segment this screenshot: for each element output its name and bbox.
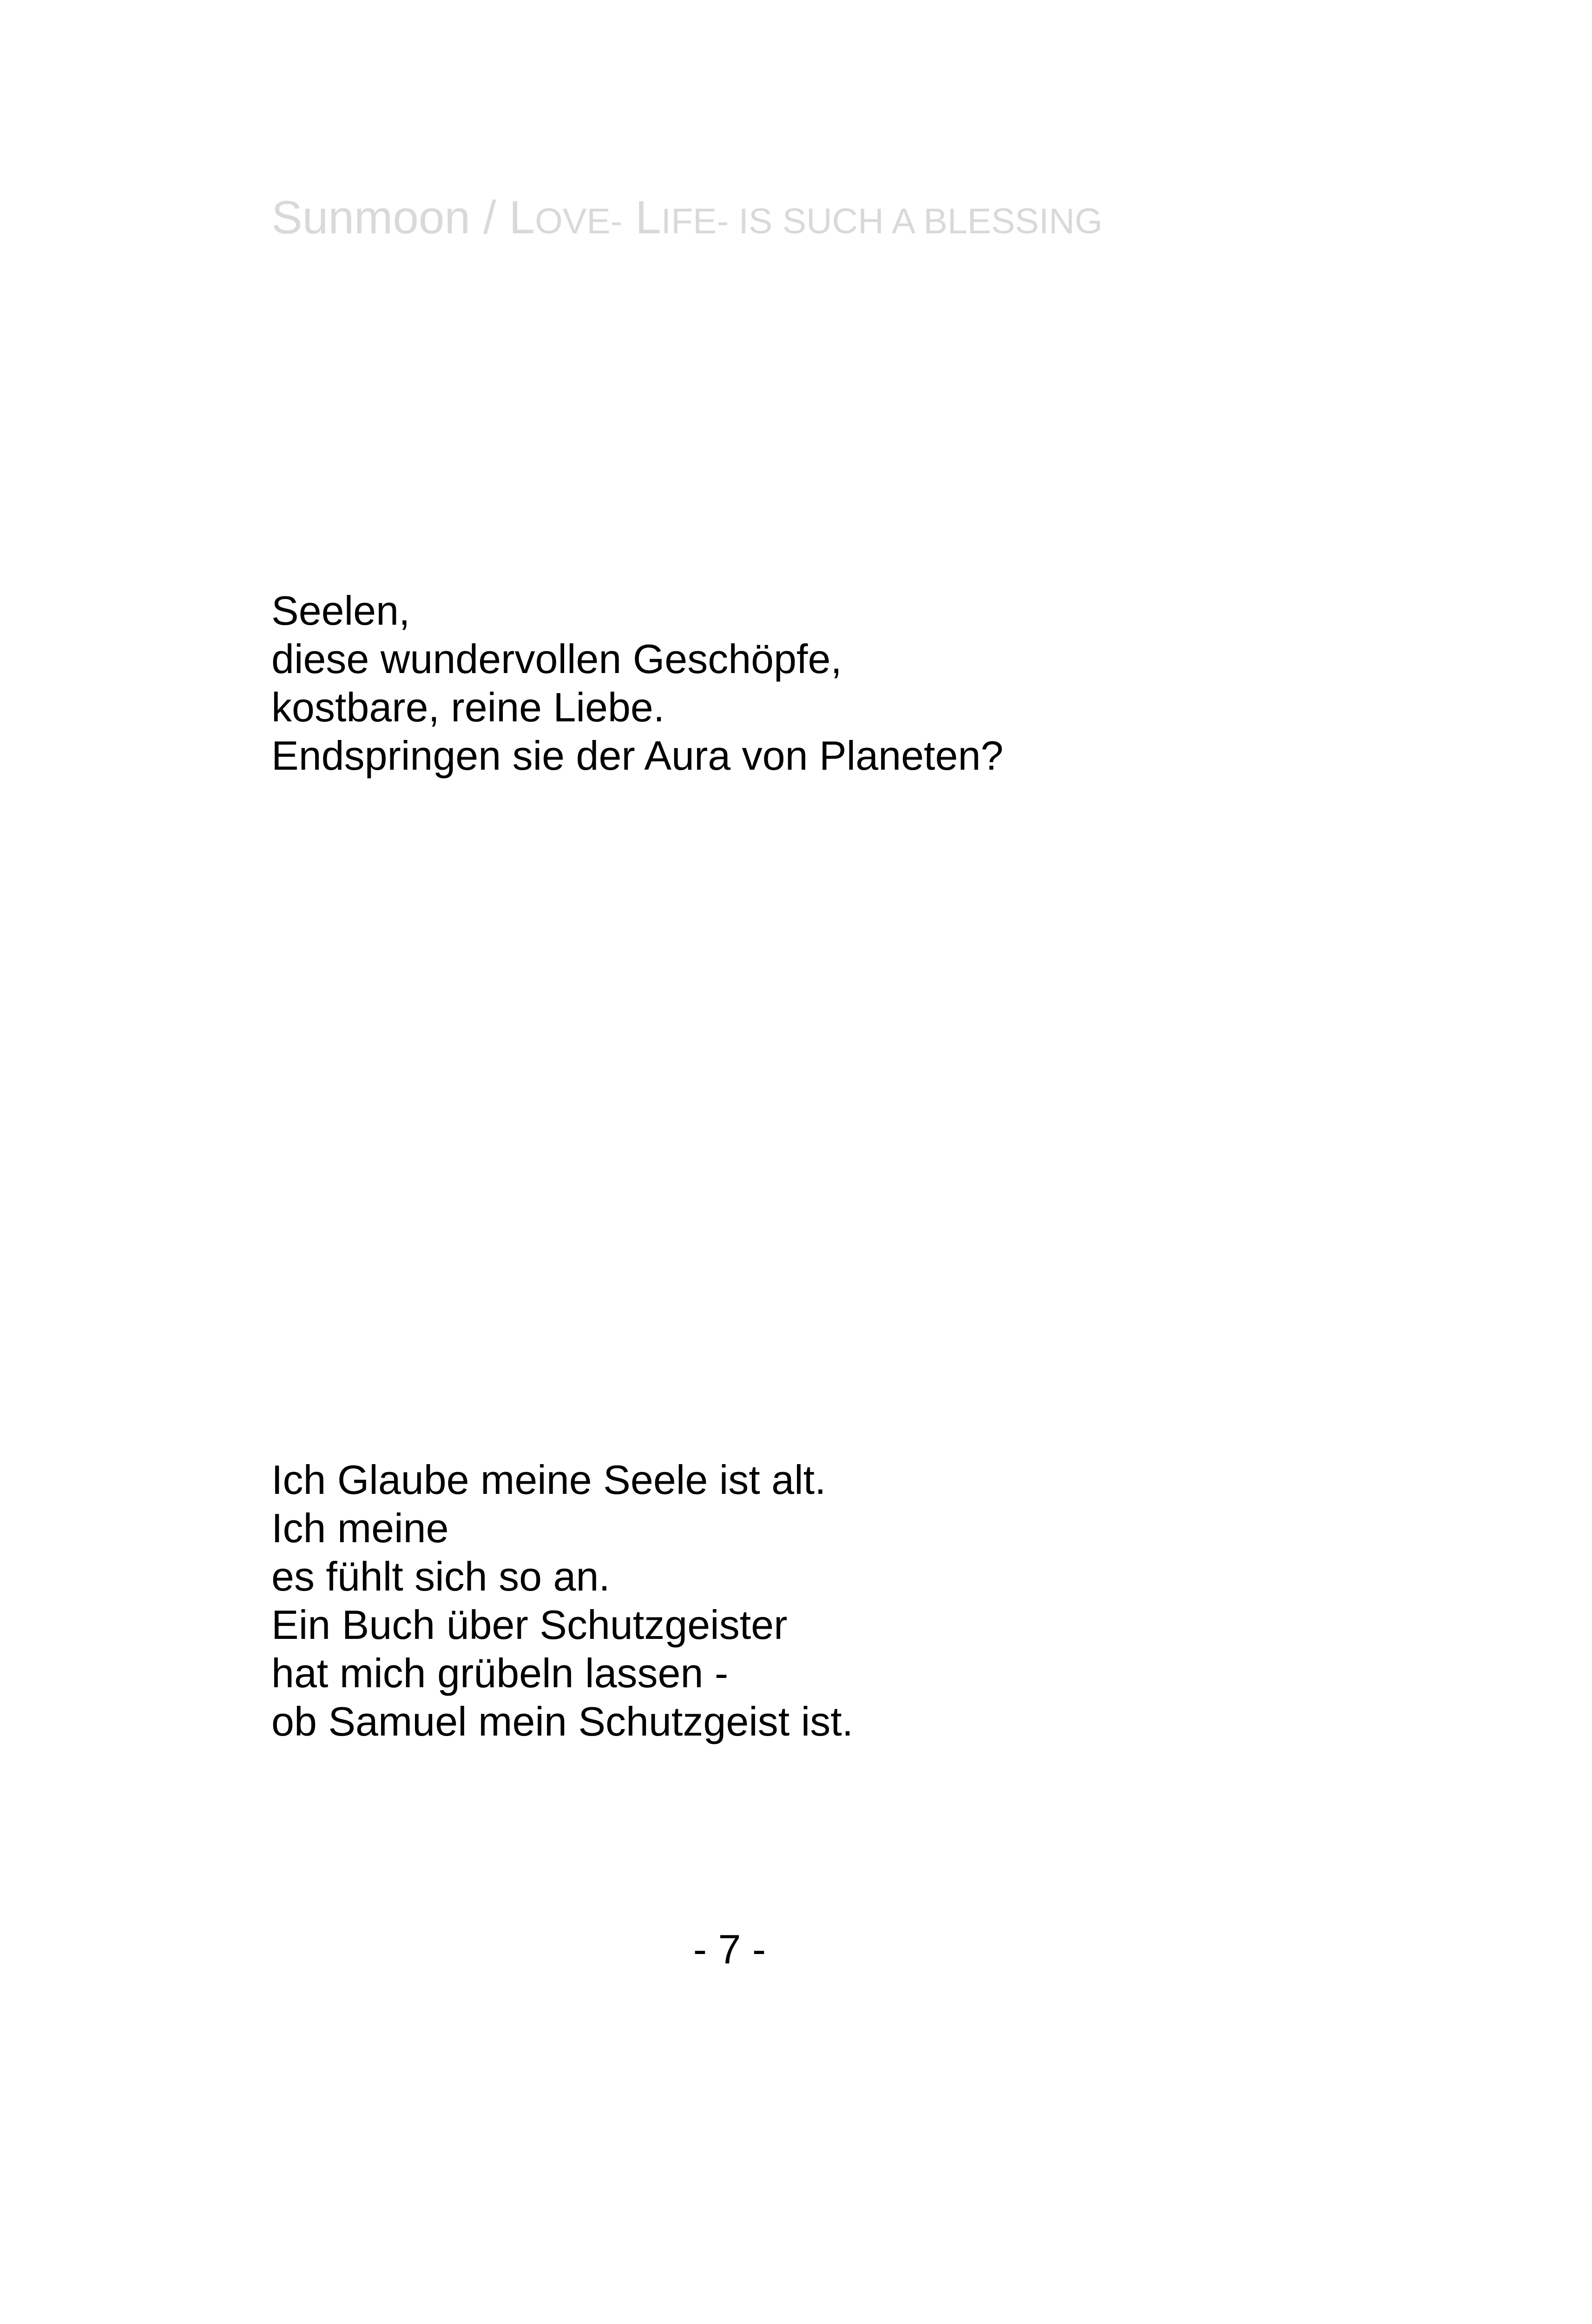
header-title-initial: L: [509, 191, 535, 244]
poem-line: Endspringen sie der Aura von Planeten?: [271, 733, 1004, 779]
poem-line: hat mich grübeln lassen -: [271, 1650, 729, 1696]
header-title: [509, 191, 1102, 244]
poem-stanza-1: [271, 587, 1003, 780]
poem-line: Ich meine: [271, 1505, 449, 1551]
poem-line: ob Samuel mein Schutzgeist ist.: [271, 1698, 854, 1744]
poem-line: Seelen,: [271, 588, 410, 634]
poem-stanza-2: [271, 1456, 853, 1746]
page-number: - 7 -: [693, 1926, 766, 1972]
poem-line: Ein Buch über Schutzgeister: [271, 1602, 788, 1648]
header-title-smallcaps: IS SUCH A BLESSING: [729, 201, 1103, 241]
header-title-smallcaps: OVE-: [535, 201, 623, 241]
header-separator: /: [470, 191, 509, 244]
header-title-smallcaps: IFE-: [661, 201, 729, 241]
header-author: Sunmoon: [271, 191, 471, 244]
poem-line: es fühlt sich so an.: [271, 1553, 610, 1599]
poem-line: diese wundervollen Geschöpfe,: [271, 636, 842, 682]
poem-line: kostbare, reine Liebe.: [271, 684, 665, 730]
running-header: [271, 191, 1103, 244]
header-title-initial: L: [622, 191, 661, 244]
poem-line: Ich Glaube meine Seele ist alt.: [271, 1457, 826, 1503]
